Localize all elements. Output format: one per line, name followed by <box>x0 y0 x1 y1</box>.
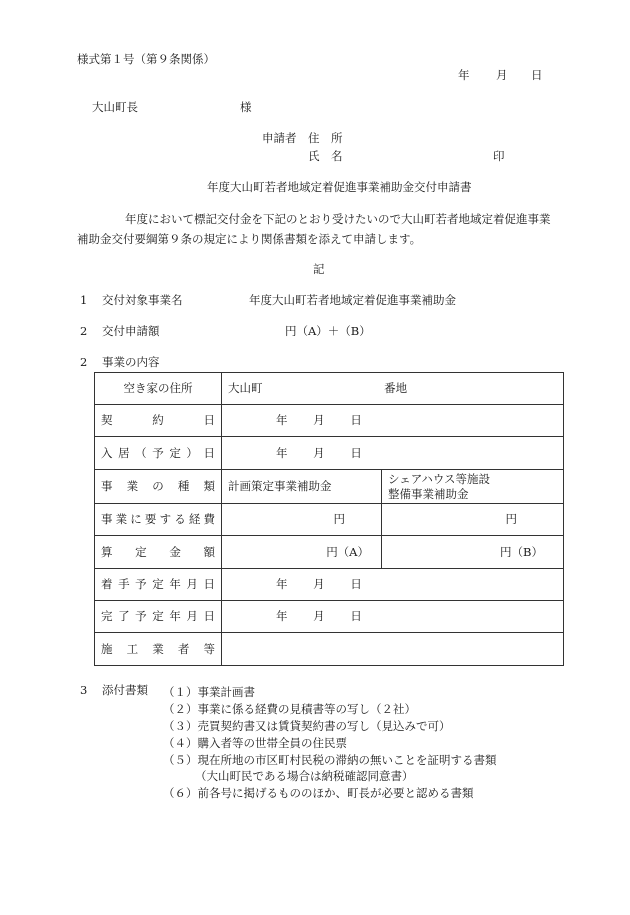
document-title: 年度大山町若者地域定着促進事業補助金交付申請書 <box>207 180 472 194</box>
label-vacant-house-address: 空き家の住所 <box>95 373 222 405</box>
label-char: 着 <box>101 577 113 591</box>
label-char: 日 <box>203 413 215 427</box>
label-char: 事 <box>101 479 113 493</box>
item1-label: 交付対象事業名 <box>102 293 183 307</box>
label-char: 事 <box>101 512 113 526</box>
month-label: 月 <box>313 577 325 591</box>
cell-completion-date <box>222 601 564 633</box>
label-char: 年 <box>169 609 181 623</box>
date-year: 年 <box>458 68 470 82</box>
seal-mark: 印 <box>493 149 505 163</box>
year-label: 年 <box>276 609 288 623</box>
label-project-cost <box>95 504 222 536</box>
label-char: 了 <box>118 609 130 623</box>
label-char: 定 <box>169 445 181 460</box>
label-char: 日 <box>203 445 215 460</box>
label-char: 業 <box>126 479 139 493</box>
label-char: 月 <box>186 577 198 591</box>
record-heading: 記 <box>313 262 325 276</box>
label-char: す <box>159 512 172 526</box>
cell-contract-date <box>222 405 564 437</box>
item3-label: 事業の内容 <box>102 355 160 369</box>
day-label: 日 <box>350 577 362 591</box>
date-month: 月 <box>496 68 508 82</box>
label-contract-date <box>95 405 222 437</box>
sharehouse-line2: 整備事業補助金 <box>388 486 469 501</box>
table-row <box>95 504 564 536</box>
body-paragraph: 年度において標記交付金を下記のとおり受けたいので大山町若者地域定着促進事業補助金交付要綱第９条の規定により関係書類を添えて申請します。 <box>77 212 551 246</box>
attachment-item: （１）事業計画書 <box>163 685 255 699</box>
table-row <box>95 569 564 601</box>
attachment-item: （５）現在所地の市区町村民税の滞納の無いことを証明する書類 <box>163 753 497 767</box>
label-char: 定 <box>152 609 164 623</box>
addressee-honorific: 様 <box>240 100 252 114</box>
item1-number: 1 <box>80 293 88 307</box>
label-char: 予 <box>135 577 147 591</box>
label-char: 約 <box>152 413 164 427</box>
applicant-label: 申請者 <box>262 131 297 145</box>
attachment-item-note: （大山町民である場合は納税確認同意書） <box>195 769 414 783</box>
item2-number: 2 <box>80 324 88 338</box>
label-char: の <box>152 479 164 493</box>
item3-number: 2 <box>80 355 88 369</box>
town-name: 大山町 <box>228 381 263 395</box>
cell-move-in-date <box>222 437 564 470</box>
table-row <box>95 536 564 569</box>
item2-value: 円（A）＋（B） <box>285 324 371 338</box>
attachments-label: 添付書類 <box>102 683 148 697</box>
label-char: 日 <box>203 577 215 591</box>
sharehouse-line1: シェアハウス等施設 <box>388 471 491 486</box>
table-row <box>95 470 564 504</box>
label-char: 算 <box>101 544 113 559</box>
banchi-label: 番地 <box>384 381 408 395</box>
table-row <box>95 633 564 666</box>
label-char: （ <box>135 445 147 460</box>
addressee-name: 大山町長 <box>92 100 138 114</box>
cell-vacant-house-address <box>222 373 564 405</box>
table-row <box>95 373 564 405</box>
label-completion-date <box>95 601 222 633</box>
label-char: 業 <box>152 641 164 656</box>
label-char: 定 <box>135 544 147 559</box>
label-char: 者 <box>177 641 190 656</box>
month-label: 月 <box>313 445 325 460</box>
cell-contractor <box>222 633 564 666</box>
cell-type-planning: 計画策定事業補助金 <box>222 470 382 504</box>
label-char: 等 <box>203 641 215 656</box>
label-char: 契 <box>101 413 113 427</box>
cell-cost-a: 円 <box>222 504 382 536</box>
label-char: 経 <box>188 512 201 526</box>
day-label: 日 <box>350 609 362 623</box>
label-char: 費 <box>203 512 215 526</box>
year-label: 年 <box>276 413 288 427</box>
table-row <box>95 437 564 470</box>
cell-start-date <box>222 569 564 601</box>
month-label: 月 <box>313 609 325 623</box>
item1-value: 年度大山町若者地域定着促進事業補助金 <box>249 293 456 307</box>
label-char: 完 <box>101 609 113 623</box>
applicant-name-label: 氏 名 <box>308 149 343 163</box>
form-number: 様式第１号（第９条関係） <box>77 52 215 66</box>
label-char: ） <box>186 445 198 460</box>
label-char: 施 <box>101 641 113 656</box>
attachment-item: （４）購入者等の世帯全員の住民票 <box>163 736 347 750</box>
attachments-number: 3 <box>80 683 88 697</box>
table-row <box>95 405 564 437</box>
cell-amount-a: 円（A） <box>222 536 382 569</box>
item2-label: 交付申請額 <box>102 324 160 338</box>
label-char: る <box>174 512 186 526</box>
day-label: 日 <box>350 445 362 460</box>
label-char: 予 <box>152 445 164 460</box>
label-char: 手 <box>118 577 130 591</box>
label-char: 額 <box>203 544 215 559</box>
label-char: に <box>130 512 142 526</box>
project-details-table <box>94 372 564 666</box>
label-char: 年 <box>169 577 181 591</box>
label-char: 業 <box>115 512 128 526</box>
label-char: 種 <box>177 479 190 493</box>
cell-type-sharehouse <box>382 470 564 504</box>
label-project-type <box>95 470 222 504</box>
attachment-item: （２）事業に係る経費の見積書等の写し（２社） <box>163 702 416 716</box>
year-label: 年 <box>276 577 288 591</box>
label-contractor <box>95 633 222 666</box>
label-char: 日 <box>203 609 215 623</box>
day-label: 日 <box>350 413 362 427</box>
applicant-address-label: 住 所 <box>308 131 343 145</box>
label-char: 要 <box>144 512 157 526</box>
cell-cost-b: 円 <box>382 504 564 536</box>
label-calculated-amount <box>95 536 222 569</box>
label-char: 金 <box>169 544 181 559</box>
label-char: 定 <box>152 577 164 591</box>
attachment-item: （３）売買契約書又は賃貸契約書の写し（見込みで可） <box>163 719 451 733</box>
label-start-date <box>95 569 222 601</box>
table-row <box>95 601 564 633</box>
label-char: 類 <box>203 479 215 493</box>
label-char: 予 <box>135 609 147 623</box>
label-char: 工 <box>126 641 139 656</box>
attachment-item: （６）前各号に掲げるもののほか、町長が必要と認める書類 <box>163 786 474 800</box>
cell-amount-b: 円（B） <box>382 536 564 569</box>
label-move-in-date <box>95 437 222 470</box>
month-label: 月 <box>313 413 325 427</box>
label-char: 入 <box>101 445 113 460</box>
date-day: 日 <box>531 68 543 82</box>
label-char: 居 <box>118 445 130 460</box>
label-char: 月 <box>186 609 198 623</box>
year-label: 年 <box>276 445 288 460</box>
